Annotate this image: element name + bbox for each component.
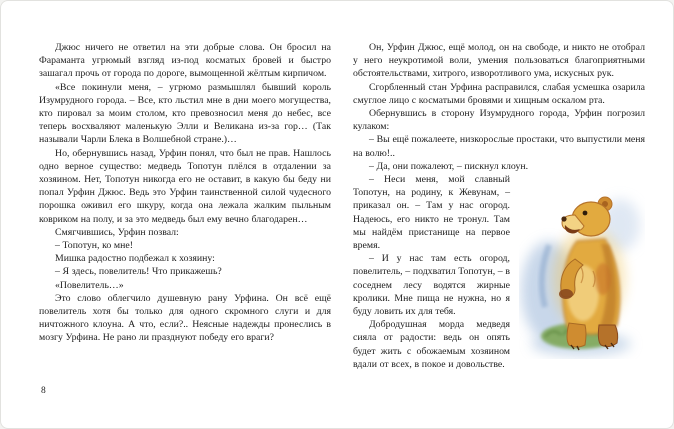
dialogue-line: – Неси меня, мой славный Топотун, на родину, к Жевунам, – приказал он. – Там у нас огород. Надеюсь, его никто не тронул. Там мы найдём пристанище на первое время. bbox=[353, 174, 510, 252]
bear-leg-right bbox=[598, 325, 617, 347]
page-left bbox=[39, 41, 331, 428]
paragraph: Джюс ничего не ответил на эти добрые слова. Он бросил на Фараманта угрюмый взгляд из-под косматых бровей и быстро зашагал прочь от города по дороге, вымощенной жёлтым кирпичом. bbox=[39, 42, 331, 80]
bear-topotun-illustration-svg bbox=[519, 179, 645, 359]
dialogue-line: – Топотун, ко мне! bbox=[55, 240, 133, 252]
dialogue-line: – И у нас там есть огород, повелитель, – подхватил Топотун, – в соседнем лесу водятся жирные кролики. Мне пища не нужна, но я буду ловить их для тебя. bbox=[353, 253, 510, 318]
bear-eye bbox=[583, 211, 588, 216]
paragraph: Но, обернувшись назад, Урфин понял, что был не прав. Нашлось одно верное существо: медведь Топотун плёлся в отдалении за хозяином. Нет, Топотун никогда его не оставит, в какую бы беду ни попал Урфин Джюс. Ведь это Урфин таинственной силой чудесного порошка оживил его шкуру, когда она лежала жалким пыльным ковриком на полу, и за это медведь был ему вечно благодарен… bbox=[39, 147, 331, 225]
paragraph: Обернувшись в сторону Изумрудного города, Урфин погрозил кулаком: bbox=[353, 108, 645, 133]
page-number: 8 bbox=[41, 386, 46, 396]
dialogue-line: «Повелитель…» bbox=[55, 279, 124, 291]
paragraph: Это слово облегчило душевную рану Урфина. Он всё ещё повелитель хотя бы только для одного скромного слуги и для ничтожного клоуна. А что, если?.. Неясные надежды пронеслись в мозгу Урфина. Не рано ли празднуют победу его враги? bbox=[39, 292, 331, 344]
dialogue-line: Мишка радостно подбежал к хозяину: bbox=[55, 253, 215, 265]
bear-illustration bbox=[519, 179, 645, 359]
dialogue-line: – Да, они пожалеют, – пискнул клоун. bbox=[369, 160, 529, 172]
dialogue-line: – Я здесь, повелитель! Что прикажешь? bbox=[55, 266, 222, 278]
dialogue-line: Смягчившись, Урфин позвал: bbox=[55, 226, 179, 238]
page-right bbox=[353, 41, 645, 428]
paragraph: Добродушная морда медведя сияла от радости: ведь он опять будет жить с обожаемым хозяином вдали от всех, в покое и довольстве. bbox=[353, 319, 510, 370]
paragraph: Сгорбленный стан Урфина расправился, слабая усмешка озарила смуглое лицо с косматыми бровями и хищным оскалом рта. bbox=[353, 81, 645, 106]
dialogue-line: – Вы ещё пожалеете, низкорослые простаки, что выпустили меня на волю!.. bbox=[353, 134, 645, 159]
paragraph: Он, Урфин Джюс, ещё молод, он на свободе, и никто не отобрал у него неукротимой воли, умения пользоваться благоприятными обстоятельствами, хитрого, изворотливого ума, искусных рук. bbox=[353, 42, 645, 80]
bear-leg-left bbox=[567, 323, 586, 347]
paragraph: «Все покинули меня, – угрюмо размышлял бывший король Изумрудного города. – Все, кто льстил мне в дни моего могущества, кто пировал за моим столом, кто превозносил меня до небес, все теперь восхваляют маленькую Элли и Великана из-за гор… (Так называли Чарли Блека в Волшебной стране.)… bbox=[39, 81, 331, 146]
bear-nose bbox=[561, 216, 566, 221]
